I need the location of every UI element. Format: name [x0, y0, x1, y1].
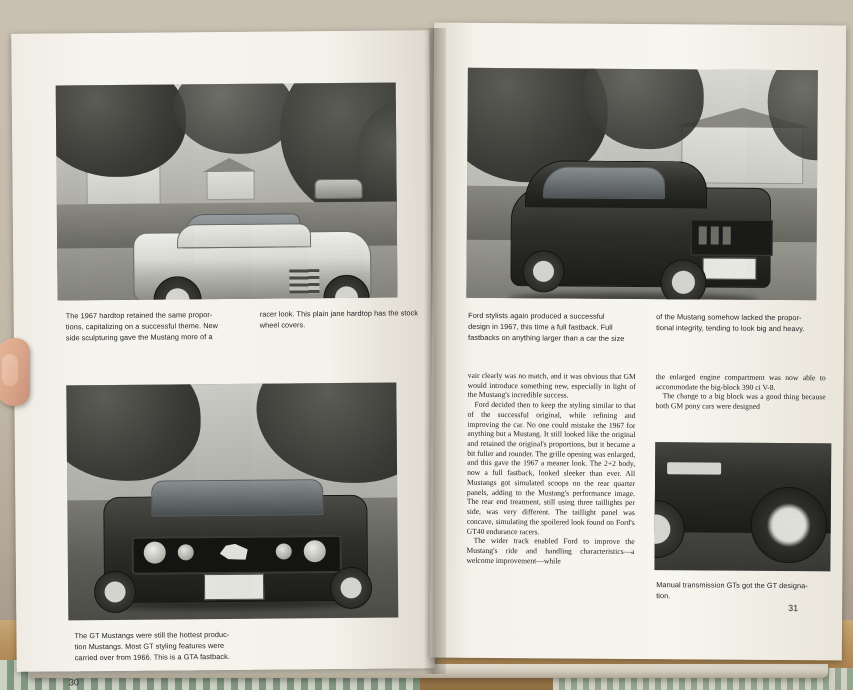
body-paragraph: vair clearly was no match, and it was obvious that GM would introduce something new, especially in light of the Mustang's incredible success.: [467, 370, 636, 400]
thumb: [0, 338, 30, 406]
body-paragraph: Ford decided then to keep the styling similar to that of the successful original, while refining and improving the car. No one could mistake the 1967 for anything but a Mustang. It still looked like the original and retained the original's proportions, but it became a bit fuller and rounder. The grille opening was enlarged, and this gave the 1967 a meaner look. The 2+2 body, now a full fastback, looked sleeker than ever. All Mustangs got simulated scoops on the rear quarter panels, adding to the Mustang's performance image. The rear end treatment, still using three taillights per side, was very different. The taillight panel was concave, simulating the spoilered look found on Ford's GT40 endurance racers.: [466, 400, 636, 536]
right-page: [430, 23, 846, 661]
body-column-left: [466, 371, 635, 567]
photo-gt-side-detail: [654, 442, 831, 571]
caption-fastback-rear-right: of the Mustang somehow lacked the propor- tional integrity, tending to look big and heavy.: [656, 312, 805, 334]
body-column-right: [656, 372, 826, 412]
page-number-right: 31: [788, 603, 799, 614]
body-paragraph: The wider track enabled Ford to improve the Mustang's ride and handling characteristics—a welcome improvement—while: [466, 536, 635, 566]
left-page: [11, 30, 435, 688]
caption-gta-fastback: The GT Mustangs were still the hottest produc- tion Mustangs. Most GT styling features were carried over from 1966. This is a GTA fastback.: [74, 629, 230, 663]
body-paragraph: The change to a big block was a good thing because both GM pony cars were designed: [655, 391, 826, 412]
caption-gt-side-detail: Manual transmission GTs got the GT designa- tion.: [656, 580, 808, 601]
page-number-left: 30: [68, 677, 79, 688]
open-book: [8, 14, 846, 688]
photo-fastback-rear: [466, 68, 818, 300]
caption-hardtop-left: The 1967 hardtop retained the same propor- tions, capitalizing on a successful theme. New side sculpturing gave the Mustang more of a: [65, 310, 219, 343]
caption-fastback-rear-left: Ford stylists again produced a successful design in 1967, this time a full fastback. Full fastbacks on anything larger than a car the size: [467, 310, 625, 343]
photo-gta-fastback: [66, 382, 398, 620]
thumbnail: [2, 354, 18, 386]
photo-1967-hardtop: [56, 82, 398, 300]
body-paragraph: the enlarged engine compartment was now able to accommodate the big-block 390 ci V-8.: [655, 372, 826, 392]
caption-hardtop-right: racer look. This plain jane hardtop has the stock wheel covers.: [259, 308, 419, 330]
